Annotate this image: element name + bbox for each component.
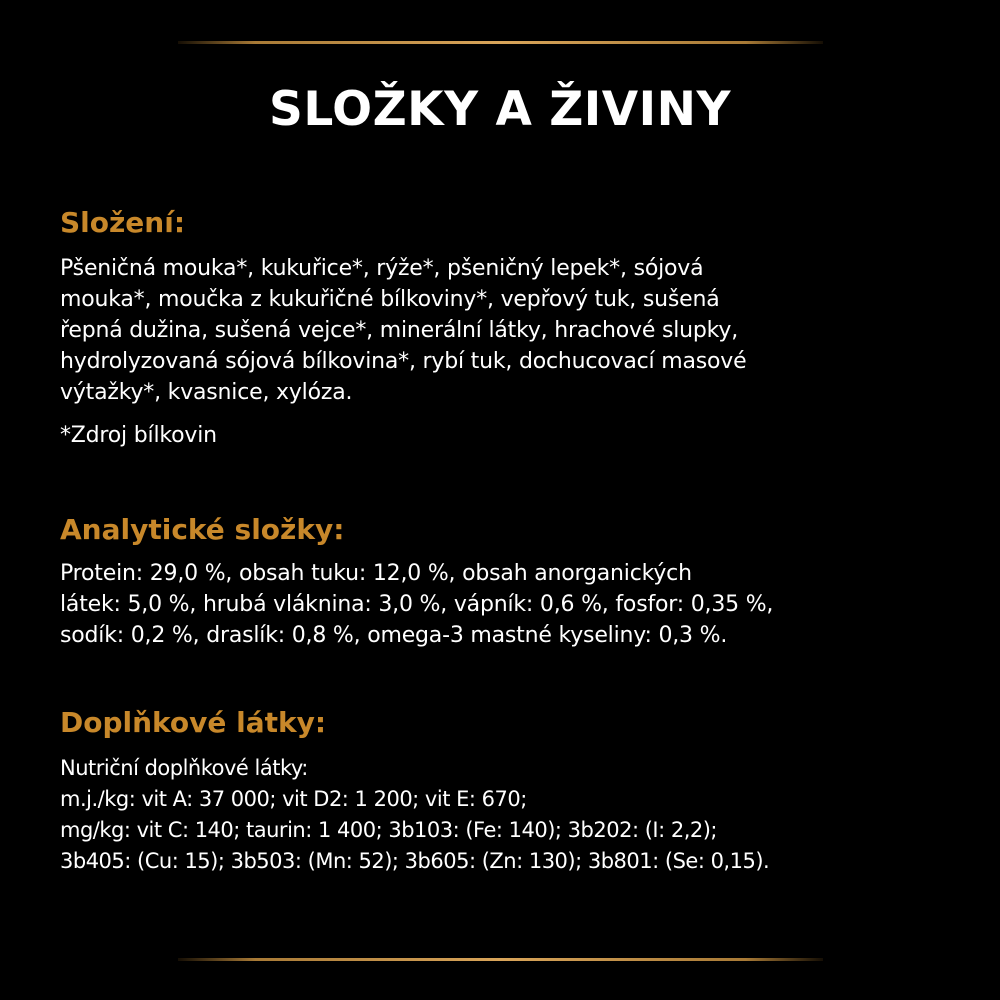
section-analytical (60, 512, 773, 651)
section-heading-additives: Doplňkové látky: (60, 706, 327, 739)
section-additives (60, 705, 769, 877)
protein-source-footnote: *Zdroj bílkovin (60, 423, 217, 448)
additives-line: mg/kg: vit C: 140; taurin: 1 400; 3b103: (Fe: 140); 3b202: (I: 2,2); (60, 818, 718, 842)
composition-line: Pšeničná mouka*, kukuřice*, rýže*, pšeničný lepek*, sójová (60, 256, 704, 281)
composition-line: výtažky*, kvasnice, xylóza. (60, 380, 353, 405)
top-divider (178, 41, 823, 44)
analytical-line: sodík: 0,2 %, draslík: 0,8 %, omega-3 mastné kyseliny: 0,3 %. (60, 623, 728, 648)
section-composition (60, 205, 746, 451)
additives-text (60, 753, 769, 877)
analytical-line: látek: 5,0 %, hrubá vláknina: 3,0 %, vápník: 0,6 %, fosfor: 0,35 %, (60, 592, 774, 617)
composition-line: hydrolyzovaná sójová bílkovina*, rybí tuk, dochucovací masové (60, 349, 747, 374)
page-title: SLOŽKY A ŽIVINY (268, 82, 731, 137)
composition-line: mouka*, moučka z kukuřičné bílkoviny*, vepřový tuk, sušená (60, 287, 720, 312)
bottom-divider (178, 958, 823, 961)
analytical-text (60, 558, 773, 651)
additives-line: Nutriční doplňkové látky: (60, 756, 308, 780)
additives-line: 3b405: (Cu: 15); 3b503: (Mn: 52); 3b605: (Zn: 130); 3b801: (Se: 0,15). (60, 849, 770, 873)
additives-line: m.j./kg: vit A: 37 000; vit D2: 1 200; vit E: 670; (60, 787, 527, 811)
section-heading-composition: Složení: (60, 206, 186, 239)
section-heading-analytical: Analytické složky: (60, 513, 345, 546)
composition-line: řepná dužina, sušená vejce*, minerální látky, hrachové slupky, (60, 318, 739, 343)
analytical-line: Protein: 29,0 %, obsah tuku: 12,0 %, obsah anorganických (60, 561, 692, 586)
composition-text (60, 253, 746, 408)
